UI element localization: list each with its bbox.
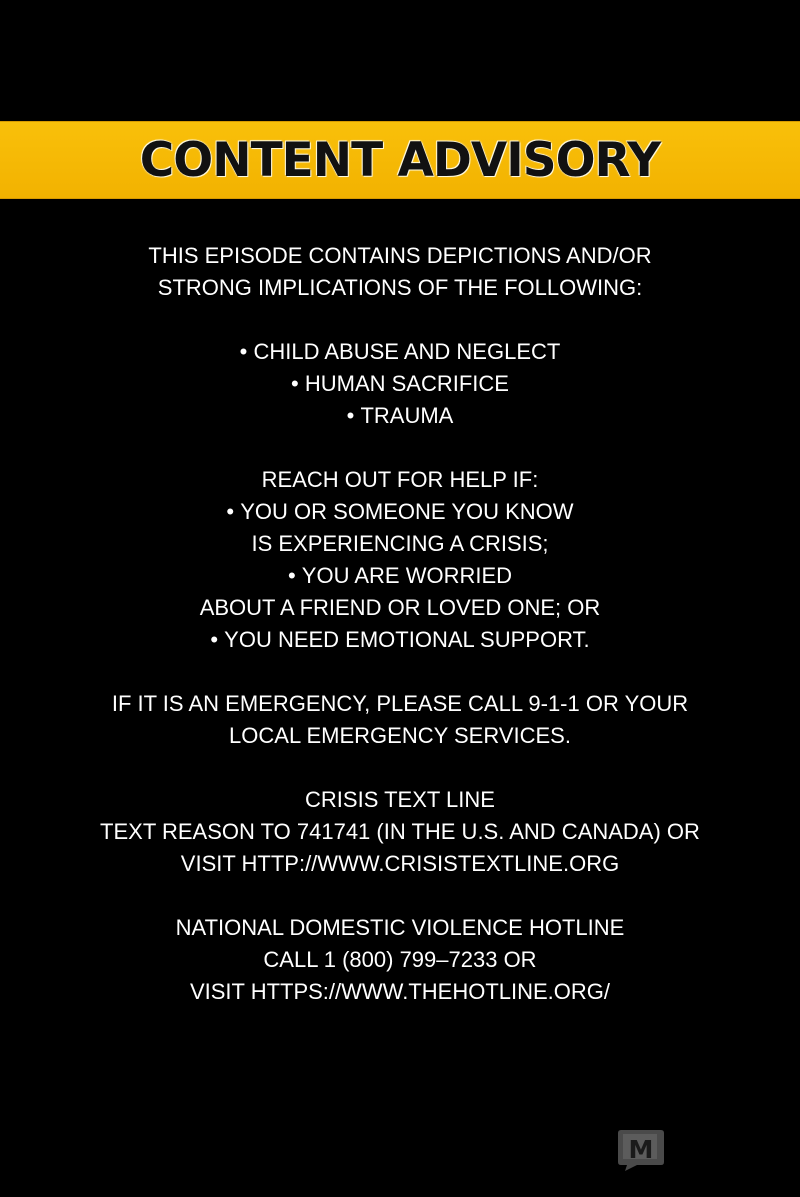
spacer	[0, 432, 800, 464]
hotline-title: NATIONAL DOMESTIC VIOLENCE HOTLINE	[175, 915, 625, 940]
help-item: • YOU NEED EMOTIONAL SUPPORT.	[0, 624, 800, 656]
warning-item: • HUMAN SACRIFICE	[0, 368, 800, 400]
warning-item: • TRAUMA	[0, 400, 800, 432]
help-heading: REACH OUT FOR HELP IF:	[261, 467, 539, 492]
help-item: • YOU ARE WORRIED	[0, 560, 800, 592]
advisory-content	[0, 240, 800, 1008]
spacer	[0, 880, 800, 912]
crisis-text-line-url: VISIT HTTP://WWW.CRISISTEXTLINE.ORG	[180, 851, 620, 876]
spacer	[0, 752, 800, 784]
help-item-continued: ABOUT A FRIEND OR LOVED ONE; OR	[199, 595, 601, 620]
hotline-phone: CALL 1 (800) 799–7233 OR	[263, 947, 537, 972]
help-item: • YOU OR SOMEONE YOU KNOW	[0, 496, 800, 528]
logo-letter: M	[628, 1135, 654, 1164]
emergency-line-1: IF IT IS AN EMERGENCY, PLEASE CALL 9-1-1 OR YOUR	[111, 691, 689, 716]
help-item-continued: IS EXPERIENCING A CRISIS;	[251, 531, 549, 556]
crisis-text-line-title: CRISIS TEXT LINE	[305, 787, 495, 812]
m-logo-icon	[617, 1128, 665, 1172]
intro-line-2: STRONG IMPLICATIONS OF THE FOLLOWING:	[157, 275, 643, 300]
crisis-text-line-instructions: TEXT REASON TO 741741 (IN THE U.S. AND CANADA) OR	[100, 819, 700, 844]
spacer	[0, 656, 800, 688]
page-title: CONTENT ADVISORY	[139, 132, 661, 188]
spacer	[0, 304, 800, 336]
intro-line-1: THIS EPISODE CONTAINS DEPICTIONS AND/OR	[148, 243, 652, 268]
advisory-banner	[0, 121, 800, 199]
warning-item: • CHILD ABUSE AND NEGLECT	[0, 336, 800, 368]
hotline-url: VISIT HTTPS://WWW.THEHOTLINE.ORG/	[189, 979, 611, 1004]
emergency-line-2: LOCAL EMERGENCY SERVICES.	[229, 723, 571, 748]
